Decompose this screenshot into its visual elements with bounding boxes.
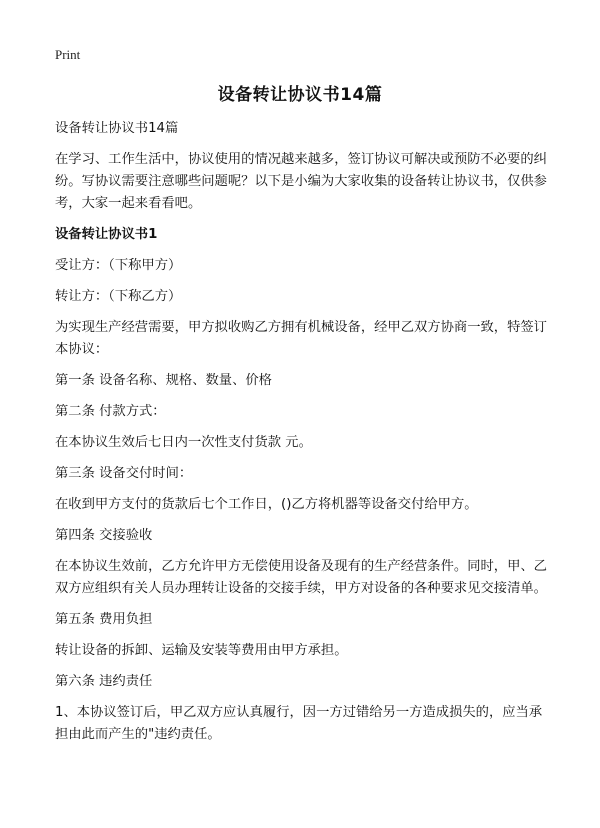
document-title: 设备转让协议书14篇 <box>217 85 383 105</box>
paragraph: 受让方：（下称甲方） <box>55 258 182 273</box>
section-heading: 设备转让协议书1 <box>55 227 158 242</box>
paragraph: 第三条 设备交付时间： <box>55 466 193 481</box>
document-body <box>55 118 550 755</box>
paragraph: 转让方：（下称乙方） <box>55 289 182 304</box>
paragraph: 第五条 费用负担 <box>55 612 153 627</box>
paragraph: 在学习、工作生活中，协议使用的情况越来越多，签订协议可解决或预防不必要的纠纷。写协议需要注意哪些问题呢？以下是小编为大家收集的设备转让协议书，仅供参考，大家一起来看看吧。 <box>55 152 547 211</box>
paragraph: 在收到甲方支付的货款后七个工作日，()乙方将机器等设备交付给甲方。 <box>55 497 478 512</box>
paragraph: 在本协议生效前，乙方允许甲方无偿使用设备及现有的生产经营条件。同时，甲、乙双方应组织有关人员办理转让设备的交接手续，甲方对设备的各种要求见交接清单。 <box>55 559 547 596</box>
print-link[interactable]: Print <box>55 47 81 62</box>
paragraph: 第四条 交接验收 <box>55 528 153 543</box>
paragraph: 第二条 付款方式： <box>55 404 166 419</box>
paragraph: 在本协议生效后七日内一次性支付货款 元。 <box>55 435 312 450</box>
paragraph: 1、本协议签订后，甲乙双方应认真履行，因一方过错给另一方造成损失的，应当承担由此而产生的"违约责任。 <box>55 705 543 742</box>
paragraph: 第一条 设备名称、规格、数量、价格 <box>55 373 272 388</box>
paragraph: 设备转让协议书14篇 <box>55 121 179 136</box>
paragraph: 第六条 违约责任 <box>55 674 153 689</box>
paragraph: 为实现生产经营需要，甲方拟收购乙方拥有机械设备，经甲乙双方协商一致，特签订本协议： <box>55 320 547 357</box>
paragraph: 转让设备的拆卸、运输及安装等费用由甲方承担。 <box>55 643 348 658</box>
